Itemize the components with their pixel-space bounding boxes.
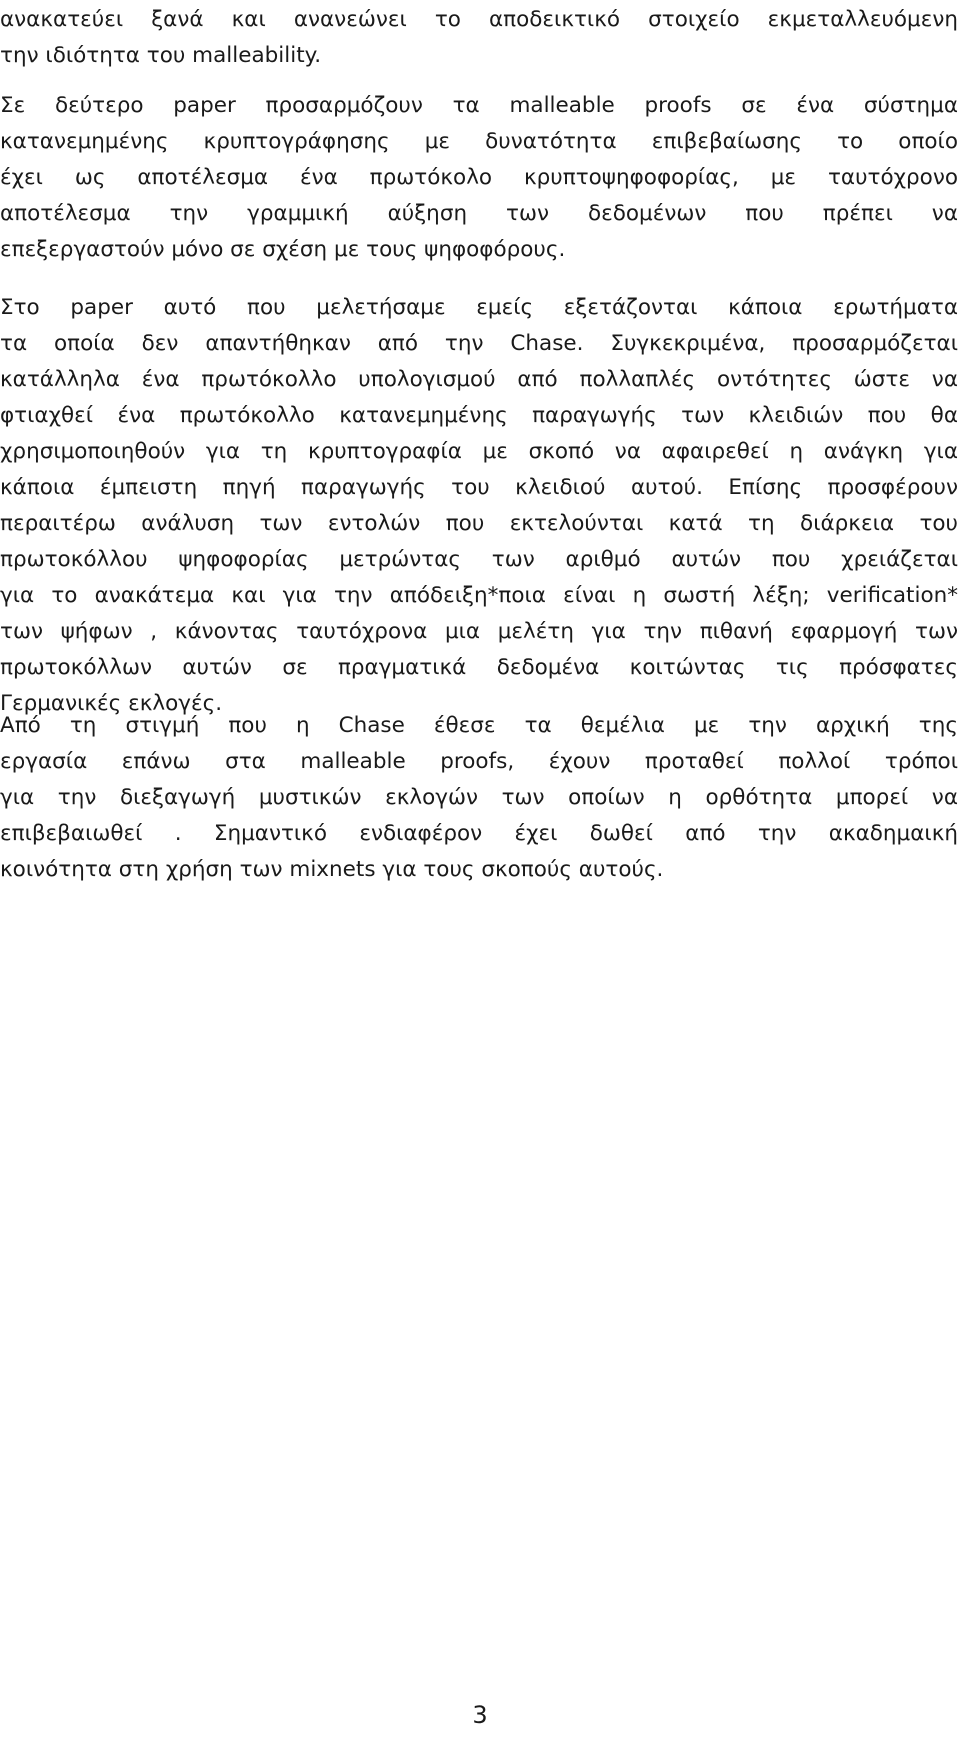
text-line: των ψήφων , κάνοντας ταυτόχρονα μια μελέτη για την πιθανή εφαρμογή των <box>0 619 958 644</box>
text-line: ανακατεύει ξανά και ανανεώνει το αποδεικτικό στοιχείο εκμεταλλευόμενη <box>0 7 958 32</box>
text-line: πρωτοκόλλου ψηφοφορίας μετρώντας των αριθμό αυτών που χρειάζεται <box>0 547 958 572</box>
text-line: κοινότητα στη χρήση των mixnets για τους σκοπούς αυτούς. <box>0 857 664 882</box>
text-line: κάποια έμπειστη πηγή παραγωγής του κλειδιού αυτού. Επίσης προσφέρουν <box>0 475 958 500</box>
paragraph-1 <box>0 2 958 74</box>
text-line: Γερμανικές εκλογές. <box>0 691 223 716</box>
text-line: την ιδιότητα του malleability. <box>0 43 322 68</box>
text-line: κατάλληλα ένα πρωτόκολλο υπολογισμού από πολλαπλές οντότητες ώστε να <box>0 367 958 392</box>
paragraph-3 <box>0 290 958 722</box>
text-line: Σε δεύτερο paper προσαρμόζουν τα malleable proofs σε ένα σύστημα <box>0 93 958 118</box>
text-line: περαιτέρω ανάλυση των εντολών που εκτελούνται κατά τη διάρκεια του <box>0 511 958 536</box>
text-line: Από τη στιγμή που η Chase έθεσε τα θεμέλια με την αρχική της <box>0 713 958 738</box>
text-line: για το ανακάτεμα και για την απόδειξη*ποια είναι η σωστή λέξη; verification* <box>0 583 958 608</box>
text-line: χρησιμοποιηθούν για τη κρυπτογραφία με σκοπό να αφαιρεθεί η ανάγκη για <box>0 439 958 464</box>
text-line: επεξεργαστούν μόνο σε σχέση με τους ψηφοφόρους. <box>0 237 566 262</box>
text-line: πρωτοκόλλων αυτών σε πραγματικά δεδομένα κοιτώντας τις πρόσφατες <box>0 655 958 680</box>
text-line: για την διεξαγωγή μυστικών εκλογών των οποίων η ορθότητα μπορεί να <box>0 785 958 810</box>
text-line: κατανεμημένης κρυπτογράφησης με δυνατότητα επιβεβαίωσης το οποίο <box>0 129 958 154</box>
text-line: Στο paper αυτό που μελετήσαμε εμείς εξετάζονται κάποια ερωτήματα <box>0 295 958 320</box>
text-line: επιβεβαιωθεί . Σημαντικό ενδιαφέρον έχει δωθεί από την ακαδημαική <box>0 821 958 846</box>
text-line: έχει ως αποτέλεσμα ένα πρωτόκολο κρυπτοψηφοφορίας, με ταυτόχρονο <box>0 165 958 190</box>
text-line: εργασία επάνω στα malleable proofs, έχουν προταθεί πολλοί τρόποι <box>0 749 958 774</box>
text-line: φτιαχθεί ένα πρωτόκολλο κατανεμημένης παραγωγής των κλειδιών που θα <box>0 403 958 428</box>
page-number: 3 <box>472 1701 488 1729</box>
paragraph-2 <box>0 88 958 268</box>
paragraph-4 <box>0 708 958 888</box>
text-line: αποτέλεσμα την γραμμική αύξηση των δεδομένων που πρέπει να <box>0 201 958 226</box>
text-line: τα οποία δεν απαντήθηκαν από την Chase. Συγκεκριμένα, προσαρμόζεται <box>0 331 958 356</box>
